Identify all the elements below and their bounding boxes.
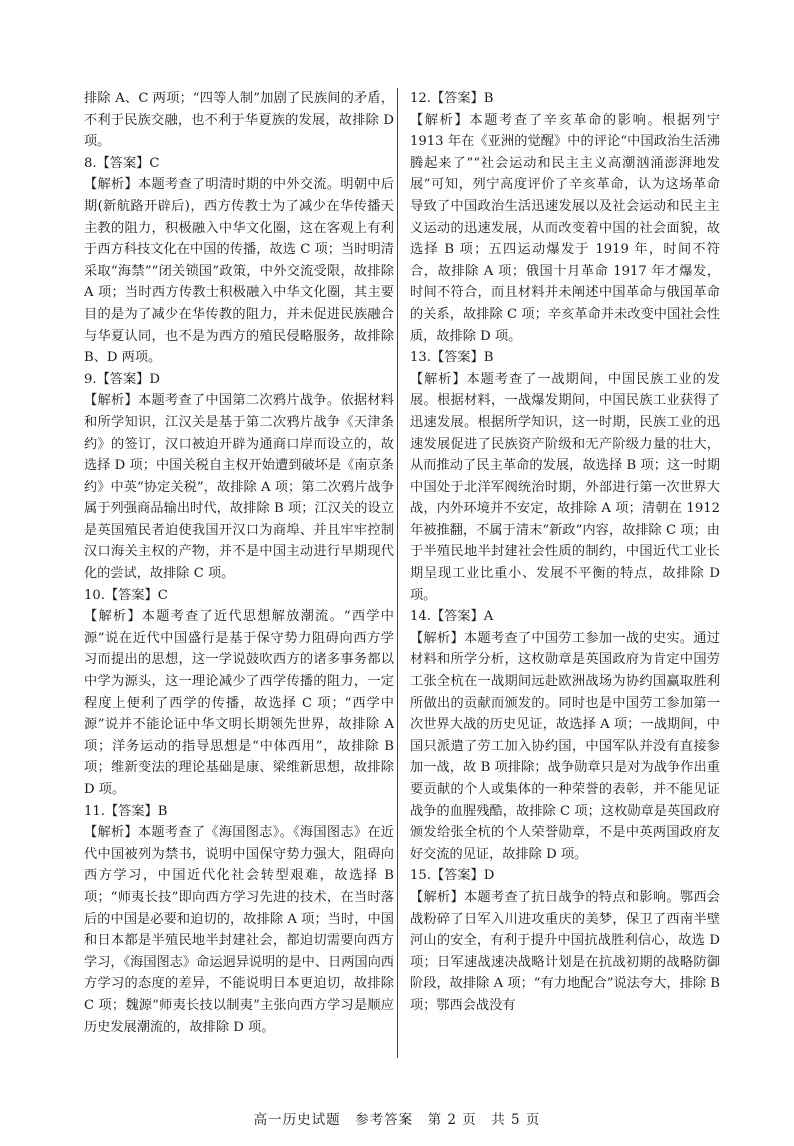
answer-heading: 12.【答案】B bbox=[410, 91, 494, 106]
answer-heading: 10.【答案】C bbox=[84, 587, 168, 603]
explanation-paragraph: 【解析】本题考查了辛亥革命的影响。根据列宁 1913 年在《亚洲的觉醒》中的评论“中国政治生活沸腾起来了”“社会运动和民主主义高潮汹涌澎湃地发展”可知，列宁高度评价了辛亥革命，认为这场革命导致了中国政治生活迅速发展以及社会运动和民主主义运动的迅速发展，从而改变着中国的社会面貌，故选择 B 项；五四运动爆发于 1919 年，时间不符合，故排除 A 项；俄国十月革命 1917 年才爆发，时间不符合，而且材料并未阐述中国革命与俄国革命的关系，故排除 C 项；辛亥革命并未改变中国社会性质，故排除 D 项。 bbox=[410, 112, 720, 344]
explanation-paragraph: 【解析】本题考查了《海国图志》。《海国图志》在近代中国被列为禁书，说明中国保守势力强大，阻碍向西方学习，中国近代化社会转型艰难，故选择 B 项；“师夷长技”即向西方学习先进的技术，在当时落后的中国是必要和迫切的，故排除 A 项；当时，中国和日本都是半殖民地半封建社会，都迫切需要向西方学习，《海国图志》命运迥异说明的是中、日两国向西方学习的态度的差异，不能说明日本更迫切，故排除 C 项；魏源“师夷长技以制夷”主张向西方学习是顺应历史发展潮流的，故排除 D 项。 bbox=[84, 825, 394, 1035]
answer-heading: 8.【答案】C bbox=[84, 155, 160, 171]
explanation-paragraph: 【解析】本题考查了近代思想解放潮流。“西学中源”说在近代中国盛行是基于保守势力阻碍向西方学习而提出的思想，这一学说鼓吹西方的诸多事务都以中学为源头，这一理论减少了西学传播的阻力，一定程度上便利了西学的传播，故选择 C 项；“西学中源”说并不能论证中华文明长期领先世界，故排除 A 项；洋务运动的指导思想是“中体西用”，故排除 B 项；维新变法的理论基础是康、梁维新思想，故排除 D 项。 bbox=[84, 609, 394, 797]
column-divider bbox=[397, 88, 398, 1058]
answer-heading: 15.【答案】D bbox=[410, 868, 495, 884]
left-column bbox=[84, 88, 394, 1038]
explanation-paragraph: 【解析】本题考查了中国劳工参加一战的史实。通过材料和所学分析，这枚勋章是英国政府为肯定中国劳工张全杭在一战期间远赴欧洲战场为协约国赢取胜利所做出的贡献而颁发的。同时也是中国劳工参加第一次世界大战的历史见证，故选择 A 项；一战期间，中国只派遣了劳工加入协约国，中国军队并没有直接参加一战，故 B 项排除；战争勋章只是对为战争作出重要贡献的个人或集体的一种荣誉的表彰，并不能见证战争的血腥残酷，故排除 C 项；这枚勋章是英国政府颁发给张全杭的个人荣誉勋章，不是中英两国政府友好交流的见证，故排除 D 项。 bbox=[410, 630, 720, 862]
explanation-paragraph: 【解析】本题考查了中国第二次鸦片战争。依据材料和所学知识，江汉关是基于第二次鸦片战争《天津条约》的签订，汉口被迫开辟为通商口岸而设立的，故选择 D 项；中国关税自主权开始遭到破坏是《南京条约》中英“协定关税”，故排除 A 项；第二次鸦片战争属于列强商品输出时代，故排除 B 项；江汉关的设立是英国殖民者迫使我国开汉口为商埠、并且牢牢控制汉口海关主权的产物，并不是中国主动进行早期现代化的尝试，故排除 C 项。 bbox=[84, 393, 394, 582]
answer-heading: 11.【答案】B bbox=[84, 803, 168, 819]
answer-heading: 14.【答案】A bbox=[410, 609, 494, 625]
right-column bbox=[410, 88, 720, 1017]
answer-heading: 13.【答案】B bbox=[410, 350, 494, 366]
page-footer: 高一历史试题 参考答案 第 2 页 共 5 页 bbox=[253, 1112, 541, 1128]
explanation-paragraph: 【解析】本题考查了明清时期的中外交流。明朝中后期(新航路开辟后)，西方传教士为了减少在华传播天主教的阻力，积极融入中华文化圈，这在客观上有利于西方科技文化在中国的传播，故选 C 项；当时明清采取“海禁”“闭关锁国”政策，中外交流受限，故排除 A 项；当时西方传教士积极融入中华文化圈，其主要目的是为了减少在华传教的阻力，并未促进民族融合与华夏认同，也不是为西方的殖民侵略服务，故排除 B、D 两项。 bbox=[84, 177, 394, 366]
explanation-paragraph: 排除 A、C 两项；“四等人制”加剧了民族间的矛盾，不利于民族交融，也不利于华夏族的发展，故排除 D 项。 bbox=[84, 91, 394, 150]
answer-heading: 9.【答案】D bbox=[84, 371, 160, 387]
explanation-paragraph: 【解析】本题考查了一战期间，中国民族工业的发展。根据材料，一战爆发期间，中国民族工业获得了迅速发展。根据所学知识，这一时期，民族工业的迅速发展促进了民族资产阶级和无产阶级力量的壮大，从而推动了民主革命的发展，故选择 B 项；这一时期中国处于北洋军阀统治时期，外部进行第一次世界大战，内外环境并不安定，故排除 A 项；清朝在 1912 年被推翻，不属于清末“新政”内容，故排除 C 项；由于半殖民地半封建社会性质的制约，中国近代工业长期呈现工业比重小、发展不平衡的特点，故排除 D 项。 bbox=[410, 371, 720, 603]
explanation-paragraph: 【解析】本题考查了抗日战争的特点和影响。鄂西会战粉碎了日军入川进攻重庆的美梦，保卫了西南半壁河山的安全，有利于提升中国抗战胜利信心，故选 D 项；日军速战速决战略计划是在抗战初期的战略防御阶段，故排除 A 项；“有力地配合”说法夸大，排除 B 项；鄂西会战没有 bbox=[410, 889, 720, 1013]
